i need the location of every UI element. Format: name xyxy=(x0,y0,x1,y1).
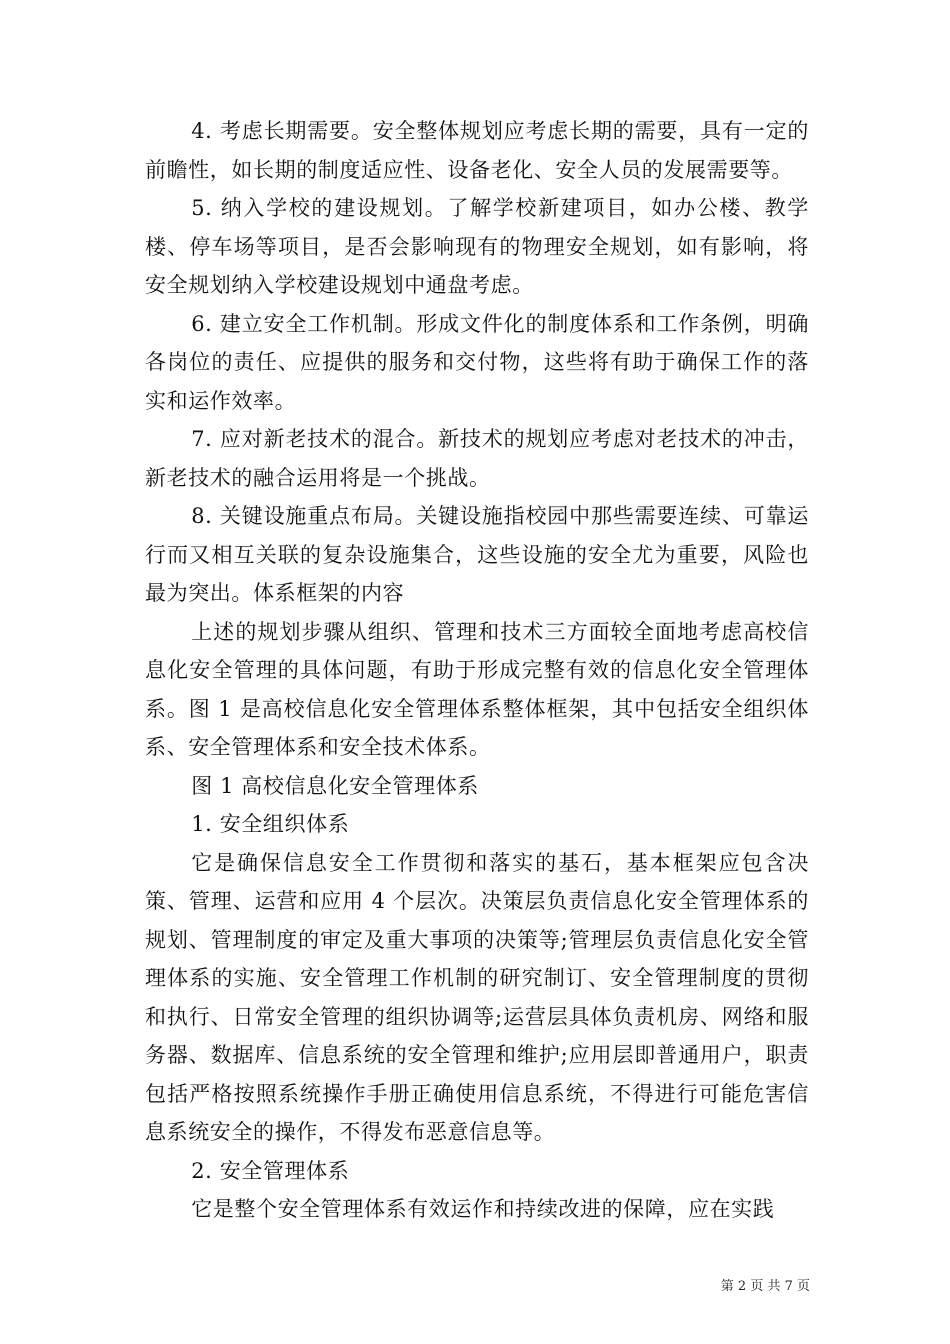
paragraph-item-4: 4. 考虑长期需要。安全整体规划应考虑长期的需要，具有一定的前瞻性，如长期的制度适应性、设备老化、安全人员的发展需要等。 xyxy=(145,119,809,182)
paragraph-management-body: 它是整个安全管理体系有效运作和持续改进的保障，应在实践 xyxy=(191,1197,775,1221)
page-number-footer: 第 2 页 共 7 页 xyxy=(720,1279,810,1294)
section-heading-management: 2. 安全管理体系 xyxy=(191,1158,350,1183)
paragraph-item-7: 7. 应对新老技术的混合。新技术的规划应考虑对老技术的冲击，新老技术的融合运用将是一个挑战。 xyxy=(145,427,809,490)
paragraph-item-5: 5. 纳入学校的建设规划。了解学校新建项目，如办公楼、教学楼、停车场等项目，是否会影响现有的物理安全规划，如有影响，将安全规划纳入学校建设规划中通盘考虑。 xyxy=(145,196,809,297)
document-body xyxy=(145,112,809,1229)
section-heading-organization: 1. 安全组织体系 xyxy=(191,812,350,836)
paragraph-organization-body: 它是确保信息安全工作贯彻和落实的基石，基本框架应包含决策、管理、运营和应用 4 个层次。决策层负责信息化安全管理体系的规划、管理制度的审定及重大事项的决策等;管理层负责信息化安全管理体系的实施、安全管理工作机制的研究制订、安全管理制度的贯彻和执行、日常安全管理的组织协调等;运营层具体负责机房、网络和服务器、数据库、信息系统的安全管理和维护;应用层即普通用户，职责包括严格按照系统操作手册正确使用信息系统，不得进行可能危害信息系统安全的操作，不得发布恶意信息等。 xyxy=(145,850,809,1144)
paragraph-framework-intro: 上述的规划步骤从组织、管理和技术三方面较全面地考虑高校信息化安全管理的具体问题，有助于形成完整有效的信息化安全管理体系。图 1 是高校信息化安全管理体系整体框架，其中包括安全组织体系、安全管理体系和安全技术体系。 xyxy=(145,619,809,759)
paragraph-item-6: 6. 建立安全工作机制。形成文件化的制度体系和工作条例，明确各岗位的责任、应提供的服务和交付物，这些将有助于确保工作的落实和运作效率。 xyxy=(145,311,809,413)
paragraph-item-8: 8. 关键设施重点布局。关键设施指校园中那些需要连续、可靠运行而又相互关联的复杂设施集合，这些设施的安全尤为重要，风险也最为突出。体系框架的内容 xyxy=(145,504,809,605)
figure-caption: 图 1 高校信息化安全管理体系 xyxy=(191,773,479,798)
